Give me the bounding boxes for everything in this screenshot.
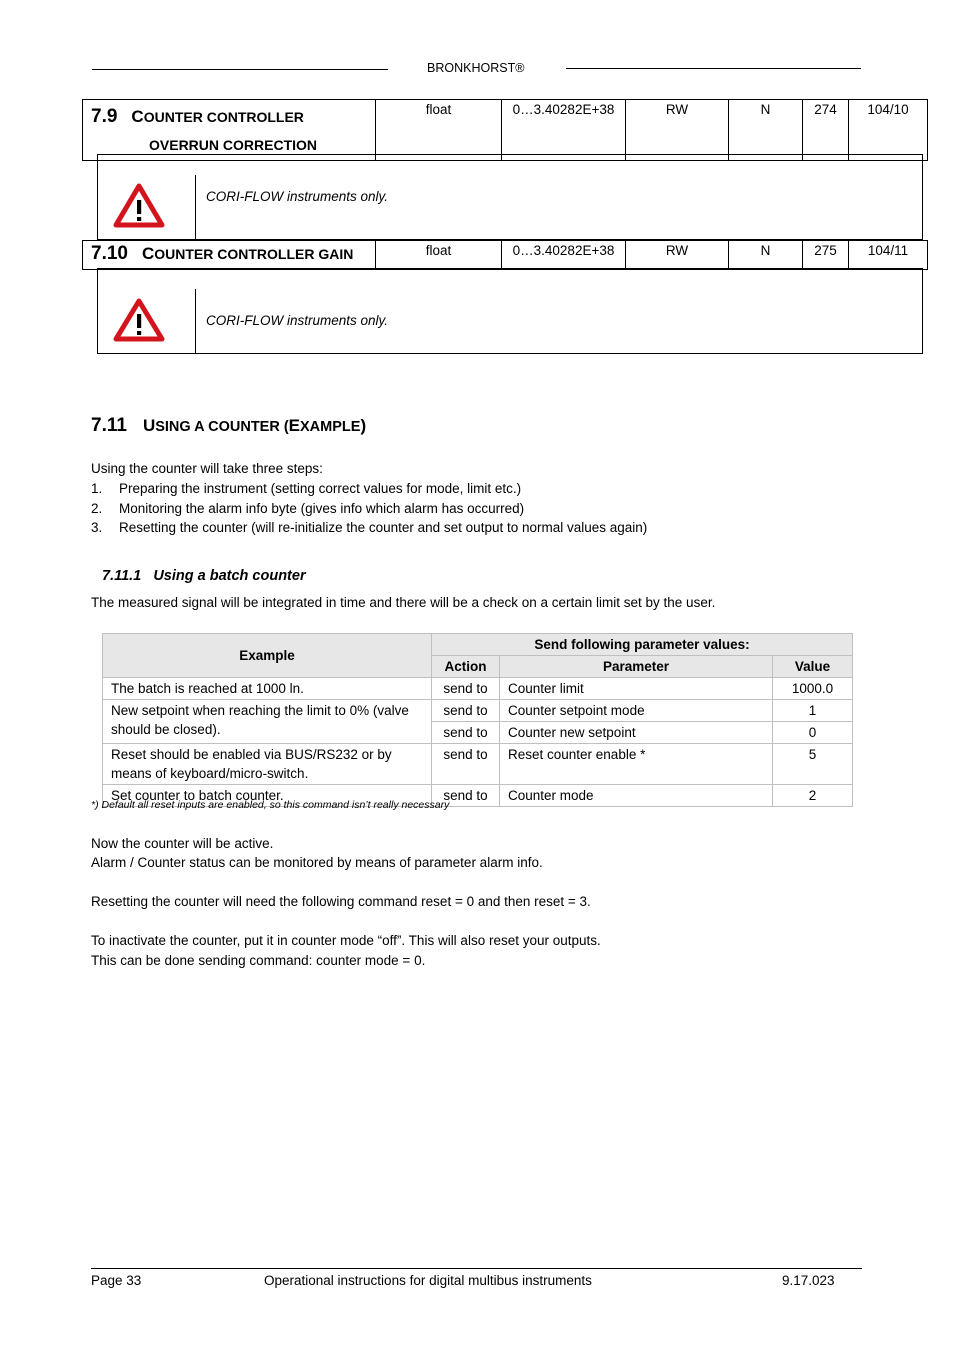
- warning-note: CORI-FLOW instruments only.: [206, 313, 389, 328]
- footer-rule: [91, 1268, 862, 1269]
- param-proc-par: 104/10: [849, 100, 928, 161]
- header-example: Example: [103, 634, 432, 678]
- param-range: 0…3.40282E+38: [502, 241, 626, 270]
- warning-icon: [98, 155, 195, 239]
- param-number: 7.9: [91, 106, 118, 127]
- footer-doc-number: 9.17.023: [782, 1273, 835, 1288]
- param-flag: N: [729, 241, 803, 270]
- table-row: send to Counter new setpoint 0: [103, 722, 853, 744]
- paragraph: Now the counter will be active.: [91, 836, 274, 851]
- warning-note: CORI-FLOW instruments only.: [206, 189, 389, 204]
- warning-box-7-9: [97, 154, 923, 240]
- header-group: Send following parameter values:: [432, 634, 853, 656]
- param-title: 7.9 COUNTER CONTROLLER OVERRUN CORRECTION: [83, 100, 376, 161]
- header-rule-right: [566, 68, 861, 69]
- subsection-desc: The measured signal will be integrated in time and there will be a check on a certain limit set by the user.: [91, 595, 716, 610]
- section-intro: Using the counter will take three steps:: [91, 461, 323, 476]
- footer-title: Operational instructions for digital multibus instruments: [264, 1273, 592, 1288]
- param-table-7-10: [82, 240, 928, 270]
- paragraph: Alarm / Counter status can be monitored by means of parameter alarm info.: [91, 855, 543, 870]
- param-proc-par: 104/11: [849, 241, 928, 270]
- steps-list: [91, 479, 647, 538]
- header-parameter: Parameter: [500, 656, 773, 678]
- footer-page: Page 33: [91, 1273, 142, 1288]
- header-brand: BRONKHORST®: [427, 61, 525, 75]
- param-access: RW: [626, 241, 729, 270]
- param-type: float: [376, 100, 502, 161]
- paragraph: This can be done sending command: counter mode = 0.: [91, 953, 426, 968]
- table-row: Reset should be enabled via BUS/RS232 or by means of keyboard/micro-switch. send to Reset counter enable * 5: [103, 744, 853, 785]
- param-flag: N: [729, 100, 803, 161]
- list-item: 2. Monitoring the alarm info byte (gives info which alarm has occurred): [91, 500, 525, 516]
- param-number: 7.10: [91, 243, 128, 264]
- paragraph: To inactivate the counter, put it in counter mode “off”. This will also reset your outputs.: [91, 933, 601, 948]
- list-item: 1. Preparing the instrument (setting correct values for mode, limit etc.): [91, 481, 522, 496]
- param-type: float: [376, 241, 502, 270]
- header-action: Action: [432, 656, 500, 678]
- header-rule-left: [92, 69, 388, 70]
- param-number-value: 275: [803, 241, 849, 270]
- warning-divider: [195, 175, 196, 239]
- paragraph: Resetting the counter will need the following command reset = 0 and then reset = 3.: [91, 894, 591, 909]
- warning-icon: [98, 269, 195, 353]
- header-value: Value: [773, 656, 853, 678]
- subsection-heading: 7.11.1 Using a batch counter: [102, 568, 306, 584]
- param-range: 0…3.40282E+38: [502, 100, 626, 161]
- table-row: Set counter to batch counter. send to Counter mode 2: [103, 785, 853, 807]
- list-item: 3. Resetting the counter (will re-initialize the counter and set output to normal values again): [91, 520, 648, 536]
- example-table: [102, 633, 853, 807]
- warning-divider: [195, 289, 196, 353]
- param-number-value: 274: [803, 100, 849, 161]
- param-title: 7.10 COUNTER CONTROLLER GAIN: [83, 241, 376, 270]
- warning-box-7-10: [97, 268, 923, 354]
- table-row: The batch is reached at 1000 ln. send to Counter limit 1000.0: [103, 678, 853, 700]
- table-row: New setpoint when reaching the limit to 0% (valve should be closed). send to Counter setpoint mode 1: [103, 700, 853, 722]
- param-access: RW: [626, 100, 729, 161]
- param-table-7-9: [82, 99, 928, 161]
- table-footnote: *) Default all reset inputs are enabled, so this command isn’t really necessary: [91, 799, 450, 811]
- section-heading: 7.11 USING A COUNTER (EXAMPLE): [91, 415, 367, 436]
